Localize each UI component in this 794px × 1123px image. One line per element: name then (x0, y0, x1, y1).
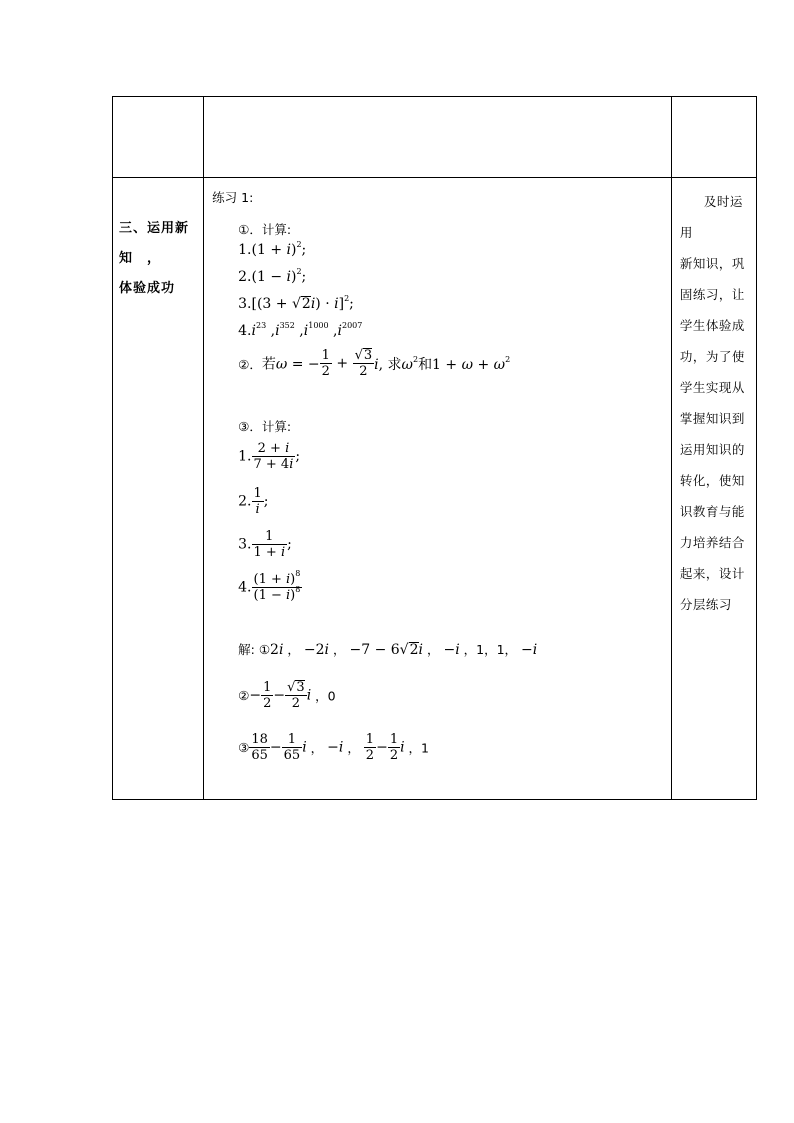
remark-line: 功，为了使 (679, 349, 745, 364)
q1-label: ①．计算: (238, 222, 292, 237)
stage-title-line: 体验成功 (119, 281, 176, 296)
remark-line: 学生体验成 (679, 318, 745, 333)
remark-line: 起来，设计 (679, 566, 745, 581)
q1-item-2: $2.(1 - i)^2$; (238, 267, 307, 285)
q3-item-2: 2. $\frac{1}{i}$ ; (238, 486, 269, 517)
exercise-heading: 练习 1: (212, 190, 254, 205)
q3-item-3: 3. $\frac{1}{1 + i}$ ; (238, 529, 292, 560)
remark-line: 转化，使知 (679, 473, 745, 488)
stage-title-line: 知 ， (119, 251, 162, 266)
remark-line: 及时运用 (679, 194, 743, 240)
remark-line: 掌握知识到 (679, 411, 745, 426)
remark-line: 新知识，巩 (679, 256, 745, 271)
empty-cell (113, 97, 204, 178)
remark-line: 识教育与能 (679, 504, 745, 519)
remark-line: 固练习，让 (679, 287, 745, 302)
stage-title-line: 三、运用新 (119, 221, 190, 236)
stage-cell (113, 178, 204, 800)
q3-item-4: 4. $\frac{(1 + i)^8}{(1 - i)^8}$ (238, 569, 301, 603)
q3-label: ③．计算: (238, 419, 292, 434)
design-intent-text (672, 178, 756, 620)
content-cell (204, 178, 672, 800)
remark-cell (671, 178, 756, 800)
empty-cell (671, 97, 756, 178)
remark-line: 学生实现从 (679, 380, 745, 395)
lesson-plan-table (112, 96, 757, 800)
table-row (113, 178, 757, 800)
remark-line: 力培养结合 (679, 535, 745, 550)
q1-item-1: $1.(1 + i)^2$; (238, 240, 307, 258)
remark-line: 运用知识的 (679, 442, 745, 457)
empty-cell (204, 97, 672, 178)
answer-line-1: 解: ①2i ， −2i ， −7 − 6√2i ， −i ，1，1， −i (238, 642, 538, 658)
answer-label: 解: (238, 642, 255, 657)
q1-item-3: $3.[(3 + √2i) \cdot i]^2$; (238, 294, 354, 312)
answer-line-3: ③ $\frac{18}{65}$ − $\frac{1}{65}$ i ， −i ， $\frac{1}{2}$ − $\frac{1}{2}$ i ，1 (238, 732, 430, 763)
answer-line-2: ②− $\frac{1}{2}$ − $\frac{√3}{2}$ i ，0 (238, 680, 336, 711)
q3-item-1: 1. $\frac{2 + i}{7 + 4i}$ ; (238, 441, 301, 472)
q1-item-4: $4.i^{23}$ $,i^{352}$ $,i^{1000}$ $,i^{2007}$ (238, 321, 363, 339)
remark-line: 分层练习 (679, 597, 732, 612)
table-row (113, 97, 757, 178)
q2-question: ②．若ω = − $\frac{1}{2}$ + $\frac{√3}{2}$ i, 求$\omega^2$和$1 + \omega + \omega^2$ (238, 348, 511, 379)
